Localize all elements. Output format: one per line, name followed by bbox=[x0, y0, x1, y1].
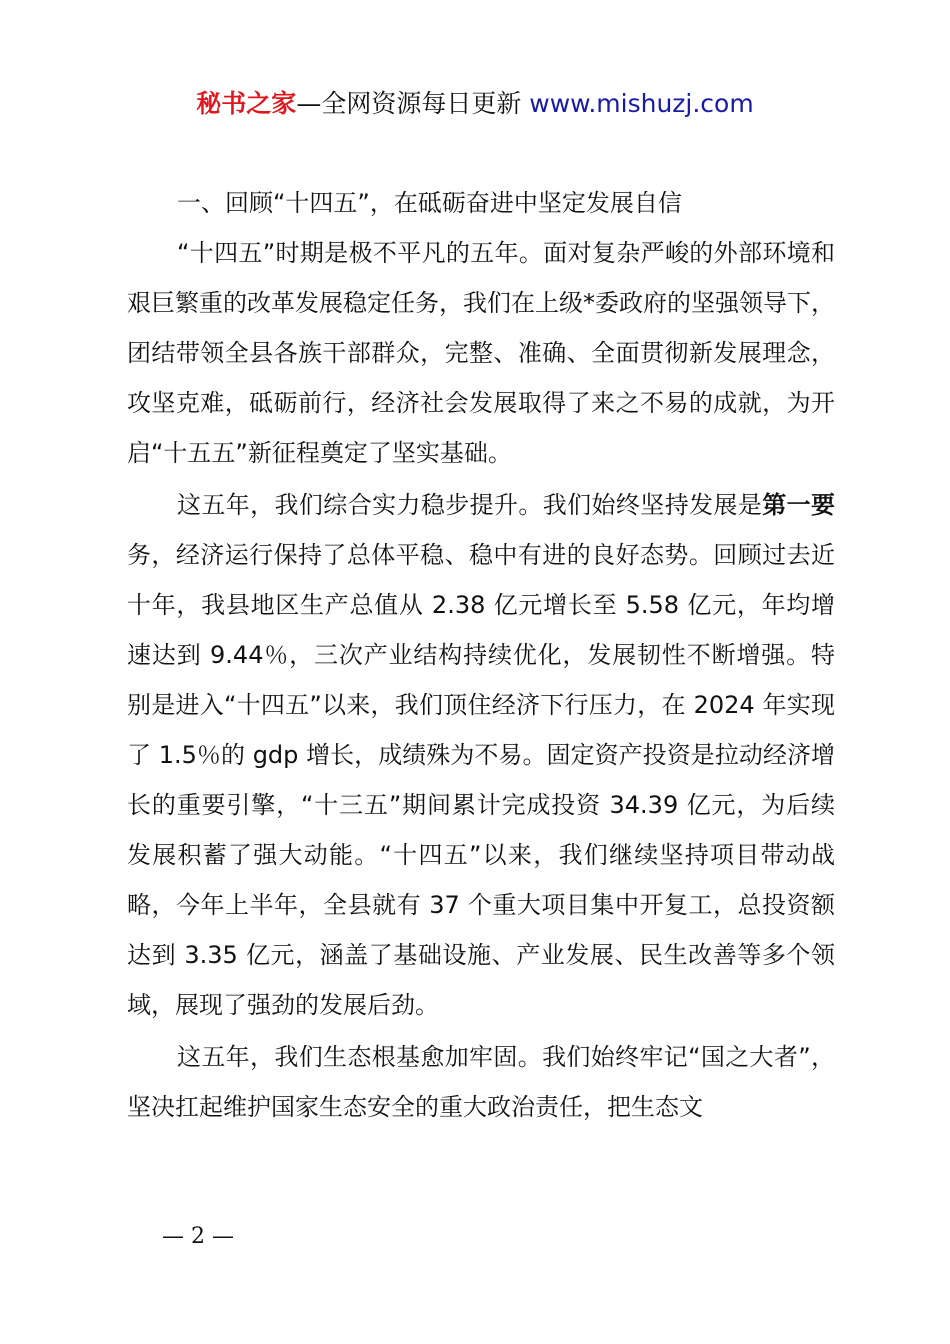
site-tagline: —全网资源每日更新 bbox=[296, 89, 522, 118]
paragraph-ecology: 这五年，我们生态根基愈加牢固。我们始终牢记“国之大者”，坚决扛起维护国家生态安全的重大政治责任，把生态文 bbox=[127, 1043, 835, 1121]
paragraph-strength-rest: 务，经济运行保持了总体平稳、稳中有进的良好态势。回顾过去近十年，我县地区生产总值从 2.38 亿元增长至 5.58 亿元，年均增速达到 9.44％，三次产业结构持续优化，发展韧性不断增强。特别是进入“十四五”以来，我们顶住经济下行压力，在 2024 年实现了 1.5％的 gdp 增长，成绩殊为不易。固定资产投资是拉动经济增长的重要引擎，“十三五”期间累计完成投资 34.39 亿元，为后续发展积蓄了强大动能。“十四五”以来，我们继续坚持项目带动战略，今年上半年，全县就有 37 个重大项目集中开复工，总投资额达到 3.35 亿元，涵盖了基础设施、产业发展、民生改善等多个领域，展现了强劲的发展后劲。 bbox=[127, 541, 835, 1019]
site-header bbox=[0, 84, 950, 124]
page-number: — 2 — bbox=[162, 1224, 234, 1249]
paragraph-overview: “十四五”时期是极不平凡的五年。面对复杂严峻的外部环境和艰巨繁重的改革发展稳定任务，我们在上级*委政府的坚强领导下，团结带领全县各族干部群众，完整、准确、全面贯彻新发展理念，攻坚克难，砥砺前行，经济社会发展取得了来之不易的成就，为开启“十五五”新征程奠定了坚实基础。 bbox=[127, 239, 835, 467]
paragraph-strength-bold: 第一要 bbox=[762, 491, 836, 519]
document-body bbox=[127, 178, 835, 1132]
site-url-link[interactable]: www.mishuzj.com bbox=[529, 89, 754, 118]
paragraph-strength-lead: 这五年，我们综合实力稳步提升。我们始终坚持发展是 bbox=[177, 491, 763, 519]
site-brand: 秘书之家 bbox=[196, 89, 297, 118]
section-heading: 一、回顾“十四五”，在砥砺奋进中坚定发展自信 bbox=[177, 189, 682, 217]
paragraph-strength bbox=[127, 480, 835, 1030]
